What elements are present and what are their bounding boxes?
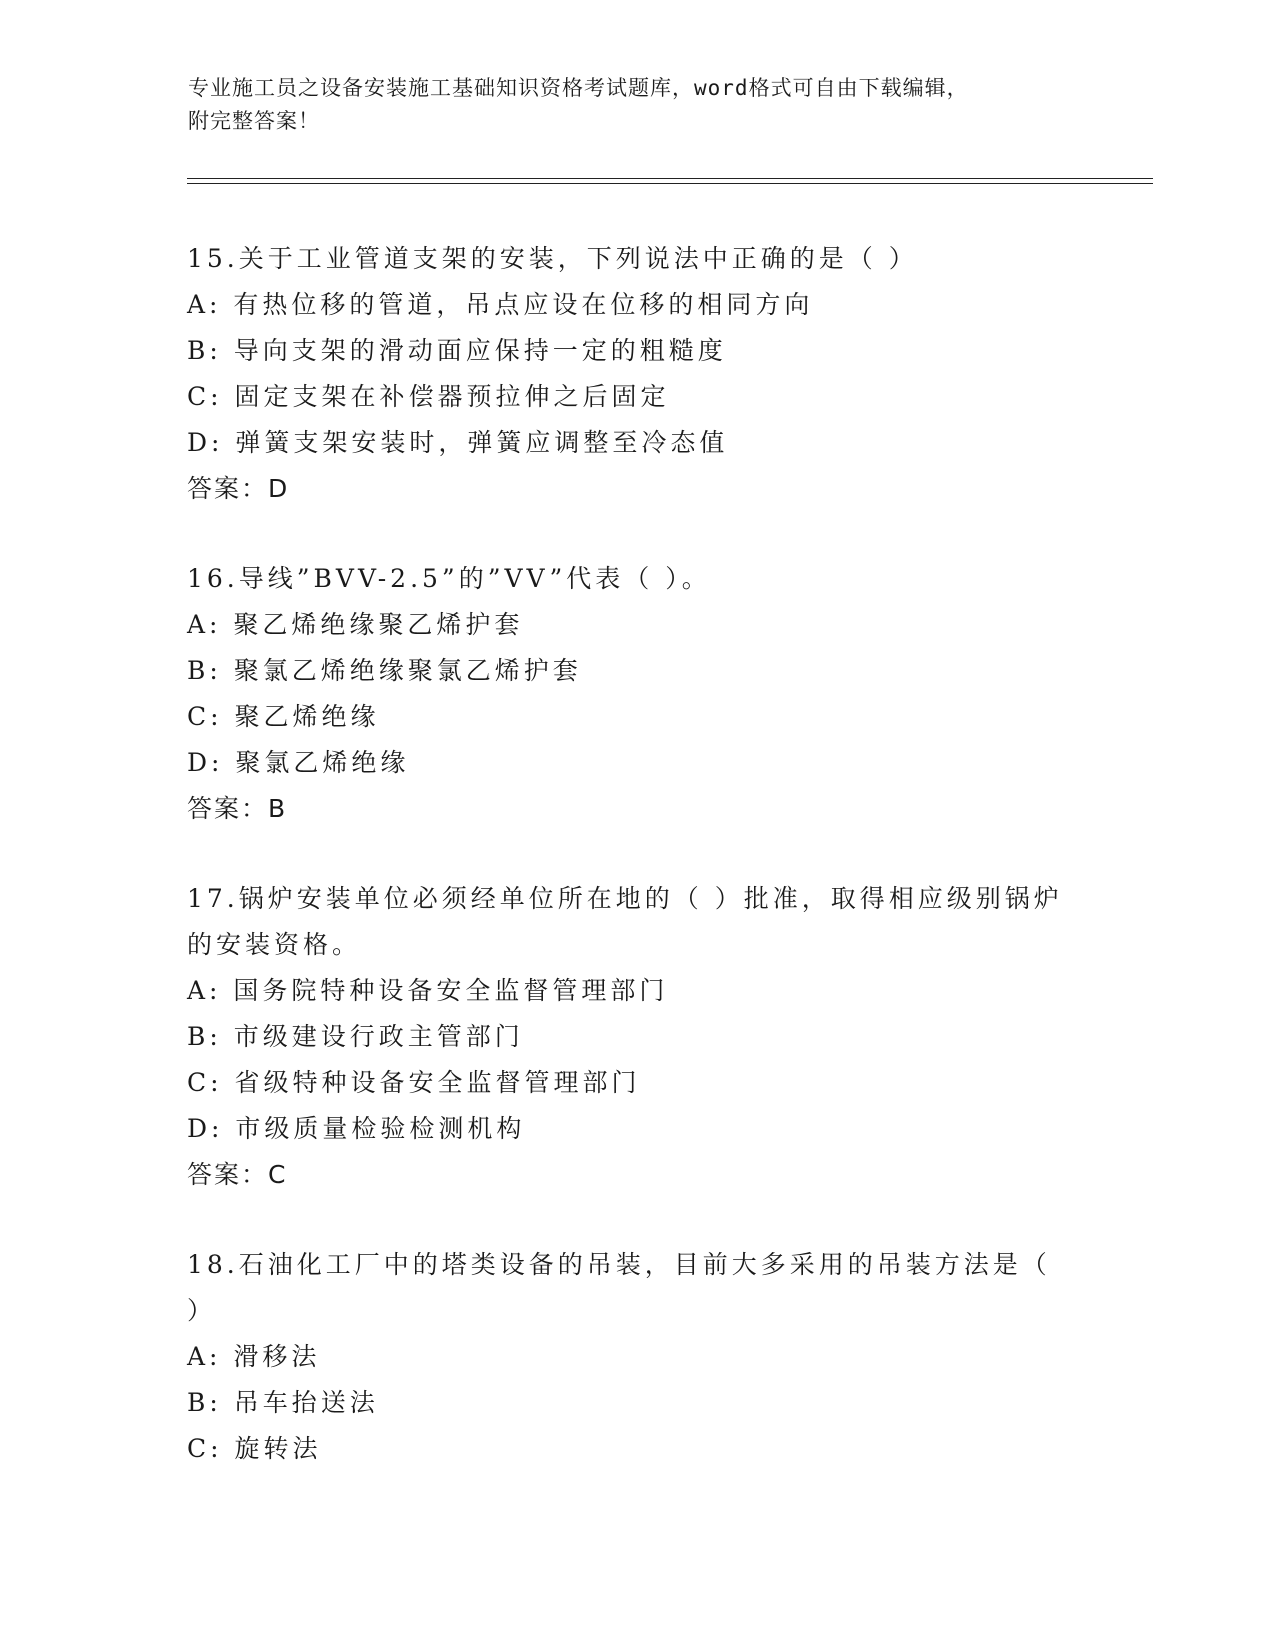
question-stem: 18.石油化工厂中的塔类设备的吊装，目前大多采用的吊装方法是（ — [187, 1250, 1051, 1279]
question-stem: 15.关于工业管道支架的安装，下列说法中正确的是（ ） — [187, 244, 918, 273]
answer-line: 答案：D — [187, 474, 290, 503]
option-b: B: 聚氯乙烯绝缘聚氯乙烯护套 — [187, 656, 582, 685]
option-a: A: 聚乙烯绝缘聚乙烯护套 — [187, 610, 524, 639]
option-b: B: 市级建设行政主管部门 — [187, 1022, 524, 1051]
option-c: C: 固定支架在补偿器预拉伸之后固定 — [187, 382, 670, 411]
option-a: A: 滑移法 — [187, 1342, 321, 1371]
option-c: C: 聚乙烯绝缘 — [187, 702, 380, 731]
header-line-1: 专业施工员之设备安装施工基础知识资格考试题库，word格式可自由下载编辑， — [188, 76, 969, 100]
header-line-2: 附完整答案！ — [188, 109, 320, 133]
answer-line: 答案：C — [187, 1160, 288, 1189]
question-list — [187, 236, 1087, 1516]
option-c: C: 省级特种设备安全监督管理部门 — [187, 1068, 641, 1097]
option-b: B: 导向支架的滑动面应保持一定的粗糙度 — [187, 336, 727, 365]
header-divider-top — [187, 178, 1153, 179]
question-stem: 16.导线”BVV-2.5”的”VV”代表（ ）。 — [187, 564, 711, 593]
option-b: B: 吊车抬送法 — [187, 1388, 379, 1417]
option-a: A: 国务院特种设备安全监督管理部门 — [187, 976, 669, 1005]
question-item — [187, 236, 1087, 512]
option-c: C: 旋转法 — [187, 1434, 322, 1463]
question-stem: 17.锅炉安装单位必须经单位所在地的（ ）批准，取得相应级别锅炉 — [187, 884, 1063, 913]
option-d: D: 弹簧支架安装时，弹簧应调整至冷态值 — [187, 428, 729, 457]
answer-line: 答案：B — [187, 794, 288, 823]
question-item — [187, 556, 1087, 832]
option-d: D: 市级质量检验检测机构 — [187, 1114, 526, 1143]
question-item — [187, 1242, 1087, 1472]
document-header — [188, 72, 1088, 138]
question-stem-continued: ） — [187, 1296, 217, 1325]
question-stem-continued: 的安装资格。 — [187, 930, 362, 959]
option-d: D: 聚氯乙烯绝缘 — [187, 748, 410, 777]
option-a: A: 有热位移的管道，吊点应设在位移的相同方向 — [187, 290, 814, 319]
header-divider-bottom — [187, 183, 1153, 184]
question-item — [187, 876, 1087, 1198]
